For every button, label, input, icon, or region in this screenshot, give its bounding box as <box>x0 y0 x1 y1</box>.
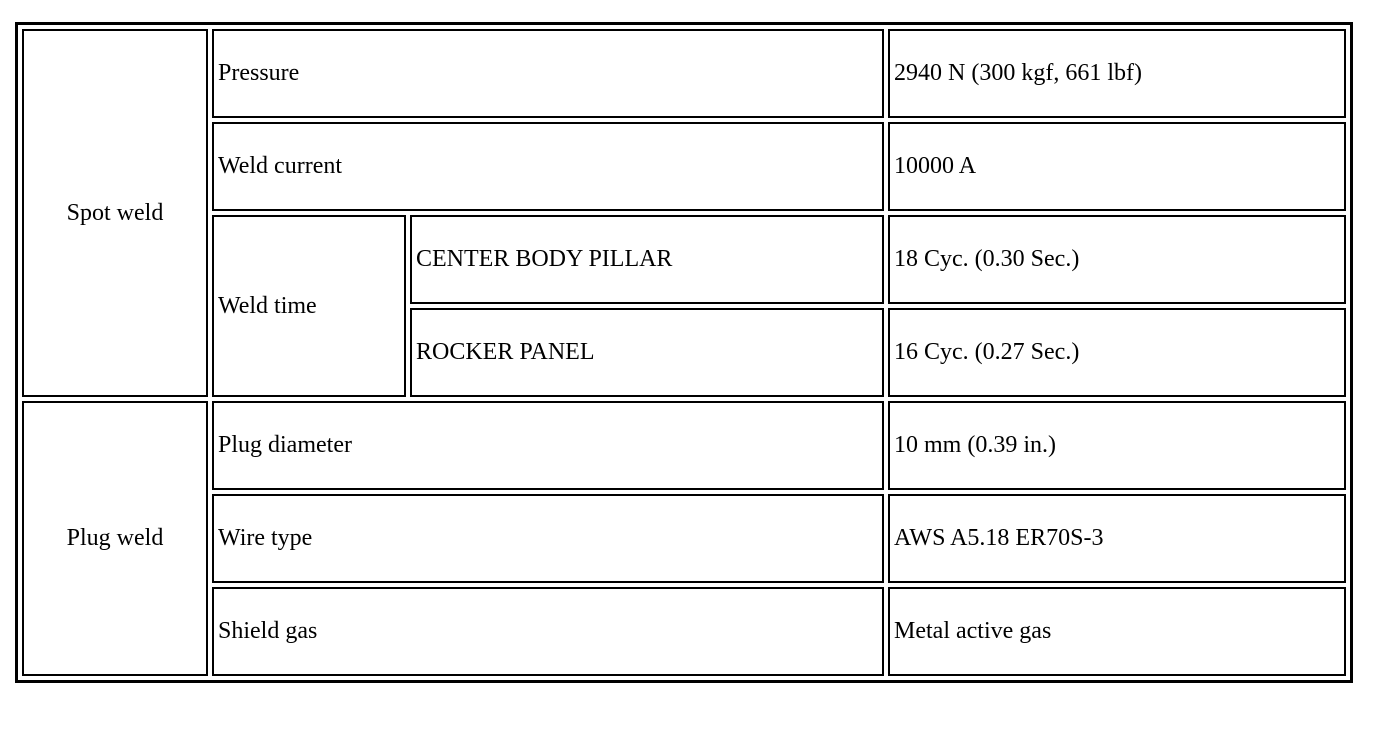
wire-type-label: Wire type <box>212 494 884 583</box>
weld-current-value: 10000 A <box>888 122 1346 211</box>
weld-current-label: Weld current <box>212 122 884 211</box>
wire-type-value: AWS A5.18 ER70S-3 <box>888 494 1346 583</box>
table-row <box>22 215 1346 304</box>
rocker-panel-value: 16 Cyc. (0.27 Sec.) <box>888 308 1346 397</box>
shield-gas-value: Metal active gas <box>888 587 1346 676</box>
page <box>15 22 1353 683</box>
weld-time-label: Weld time <box>212 215 406 397</box>
spot-weld-label: Spot weld <box>22 29 208 397</box>
weld-spec-table <box>15 22 1353 683</box>
table-row <box>22 494 1346 583</box>
plug-diameter-label: Plug diameter <box>212 401 884 490</box>
center-body-pillar-value: 18 Cyc. (0.30 Sec.) <box>888 215 1346 304</box>
table-row <box>22 401 1346 490</box>
plug-diameter-value: 10 mm (0.39 in.) <box>888 401 1346 490</box>
pressure-label: Pressure <box>212 29 884 118</box>
pressure-value: 2940 N (300 kgf, 661 lbf) <box>888 29 1346 118</box>
table-row <box>22 587 1346 676</box>
shield-gas-label: Shield gas <box>212 587 884 676</box>
table-row <box>22 29 1346 118</box>
rocker-panel-label: ROCKER PANEL <box>410 308 884 397</box>
table-row <box>22 122 1346 211</box>
center-body-pillar-label: CENTER BODY PILLAR <box>410 215 884 304</box>
plug-weld-label: Plug weld <box>22 401 208 676</box>
